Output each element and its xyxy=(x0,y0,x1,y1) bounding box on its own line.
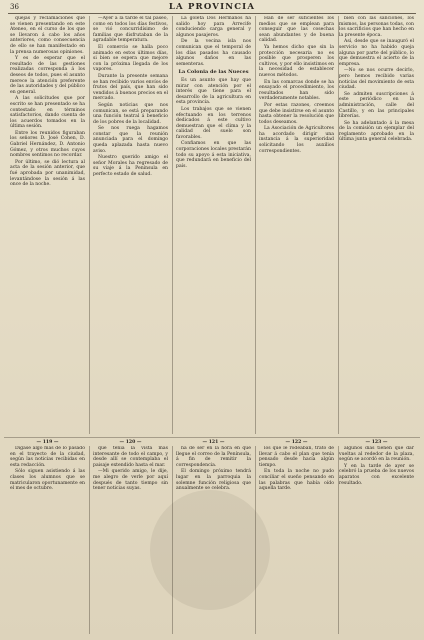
page-footer-number: — 123 — xyxy=(365,440,388,445)
paragraph: En las comarcas donde se ha ensayado el procedimiento, los resultados han sido verdaderamente notables. xyxy=(259,79,334,102)
column-rule xyxy=(89,446,90,634)
paragraph: Y en la tarde de ayer se celebró la prueba de los nuevos aparatos con excelente resultado. xyxy=(339,463,414,486)
paragraph: A las solicitudes que por escrito se han presentado se ha contestado en términos satisfactorios, dando cuenta de los acuerdos tomados en la última sesión. xyxy=(10,96,85,130)
paragraph: Es un asunto que hay que mirar con atención por el interés que tiene para el desarrollo de la agricultura en esta provincia. xyxy=(176,77,251,106)
lower-column-4 xyxy=(259,446,334,634)
column-rule xyxy=(255,16,256,434)
paragraph: —Ayer á la tarde el tal paseo, como en todos los días festivos, se vió concurridísimo de familias que disfrutaban de la agradable temperatura. xyxy=(93,16,168,44)
upper-column-4 xyxy=(259,16,334,434)
paragraph: bien con las sanciones, los mismos, las personas todas, con los sacrificios que han hecho en la presente época. xyxy=(339,16,414,38)
paragraph: Según noticias que nos comunican, se está preparando una función teatral á beneficio de los pobres de la localidad. xyxy=(93,102,168,125)
column-rule xyxy=(172,16,173,434)
page-number: 36 xyxy=(10,3,19,11)
paragraph: La Asociación de Agricultores ha acordado dirigir una instancia á la superioridad solicitando los auxilios correspondientes. xyxy=(259,126,334,154)
upper-page xyxy=(10,16,414,434)
section-heading: La Colonia de las Nueces xyxy=(178,69,249,76)
page-footer-number: — 119 — xyxy=(36,440,59,445)
upper-column-1 xyxy=(10,16,85,434)
page-fold-divider xyxy=(4,437,420,438)
paragraph: El comercio se halla poco animado en estos últimos días, si bien se espera que mejore con la próxima llegada de los vapores. xyxy=(93,44,168,73)
paragraph: Dígase algo más de lo pasado en el trayecto de la ciudad, según las noticias recibidas en esta redacción. xyxy=(10,446,85,468)
paragraph: Ya hemos dicho que sin la protección necesaria no es posible que prosperen los cultivos, y por ello insistimos en la necesidad de establecer nuevos métodos. xyxy=(259,44,334,78)
paragraph: —No se nos ocurre decirlo, pero hemos recibido varias noticias del movimiento de esta ciudad. xyxy=(339,68,414,91)
paragraph: Y es de esperar que el resultado de las gestiones realizadas corresponda á los deseos de todos, pues el asunto merece la atención preferente de las autoridades y del público en general. xyxy=(10,56,85,95)
paragraph: algunos días tienen que dar vueltas al rededor de la plaza, según se acordó en la reunión. xyxy=(339,446,414,463)
paragraph: Así, desde que se inauguró el servicio no ha habido queja alguna por parte del público, lo que demuestra el acierto de la empresa. xyxy=(339,39,414,67)
paragraph: De la vecina isla nos comunican que el temporal de los días pasados ha causado algunos daños en las sementeras. xyxy=(176,39,251,67)
paragraph: En toda la noche no pudo conciliar el sueño pensando en las palabras que había oído aquella tarde. xyxy=(259,469,334,492)
paragraph: Por estas razones, creemos que debe insistirse en el asunto hasta obtener la resolución que todos deseamos. xyxy=(259,102,334,125)
paragraph: Confiamos en que las corporaciones locales prestarán todo su apoyo á esta iniciativa, que redundará en beneficio del país. xyxy=(176,141,251,169)
paragraph: Por último, se dió lectura al acta de la sesión anterior, que fué aprobada por unanimidad, levantándose la sesión á las once de la noche. xyxy=(10,159,85,188)
paragraph: La goleta Dos Hermanos ha salido hoy para Arrecife conduciendo carga general y algunos pasajeros. xyxy=(176,16,251,38)
paragraph: Sólo siguen asistiendo á las clases los alumnos que se matricularon oportunamente en el mes de octubre. xyxy=(10,469,85,492)
masthead xyxy=(8,2,416,14)
paragraph: Durante la presente semana se han recibido varios envíos de frutos del país, que han sido vendidos á buenos precios en el mercado. xyxy=(93,73,168,102)
paragraph: El domingo próximo tendrá lugar en la parroquia la solemne función religiosa que anualmente se celebra. xyxy=(176,469,251,492)
paragraph: —Mi querido amigo, le dije, me alegro de verle por aquí después de tanto tiempo sin tener noticias suyas. xyxy=(93,469,168,492)
upper-column-5 xyxy=(339,16,414,434)
newspaper-title: LA PROVINCIA xyxy=(168,2,256,12)
paragraph: Entre los reunidos figuraban los señores D. José Cohen, D. Gabriel Hernández, D. Antonio Gómez, y otros muchos cuyos nombres sentimos no recordar. xyxy=(10,130,85,159)
page-footer-number: — 120 — xyxy=(119,440,142,445)
paragraph: ha de ser en la hora en que llegue el correo de la Península, á fin de remitir la correspondencia. xyxy=(176,446,251,468)
upper-column-3 xyxy=(176,16,251,434)
paragraph: Se admiten suscripciones á este periódico en la administración, calle del Castillo, y en las principales librerías. xyxy=(339,91,414,120)
column-rule xyxy=(89,16,90,434)
library-watermark-seal xyxy=(150,490,270,610)
paragraph: Nuestro querido amigo el señor Morales ha regresado de su viaje á la Península en perfecto estado de salud. xyxy=(93,155,168,178)
paragraph: Los trabajos que se vienen efectuando en los terrenos dedicados á este cultivo demuestran que el clima y la calidad del suelo son favorables. xyxy=(176,106,251,140)
page-footer-number: — 121 — xyxy=(202,440,225,445)
paragraph: Se nos ruega hagamos constar que la reunión anunciada para el domingo queda aplazada hasta nuevo aviso. xyxy=(93,126,168,154)
paragraph: Han de ser suficientes los medios que se emplean para conseguir que las cosechas sean abundantes y de buena calidad. xyxy=(259,16,334,44)
paragraph: Se ha adelantado á la mesa de la comisión un ejemplar del reglamento aprobado en la última junta general celebrada. xyxy=(339,120,414,143)
paragraph: que tenía la vista más interesante de todo el campo, y desde allí se contemplaba el paisaje extendido hasta el mar. xyxy=(93,446,168,468)
page-footer-number: — 122 — xyxy=(285,440,308,445)
lower-column-1 xyxy=(10,446,85,634)
paragraph: los que le rodeaban, trató de llevar á cabo el plan que tenía pensado desde hacía algún tiempo. xyxy=(259,446,334,468)
paragraph: quejas y reclamaciones que se vienen presentando en este Ateneo, en el curso de los que se llevaron á cabo los años anteriores, como consecuencia de ello se han manifestado en la prensa numerosas opiniones. xyxy=(10,16,85,55)
upper-column-2 xyxy=(93,16,168,434)
lower-column-5 xyxy=(339,446,414,634)
